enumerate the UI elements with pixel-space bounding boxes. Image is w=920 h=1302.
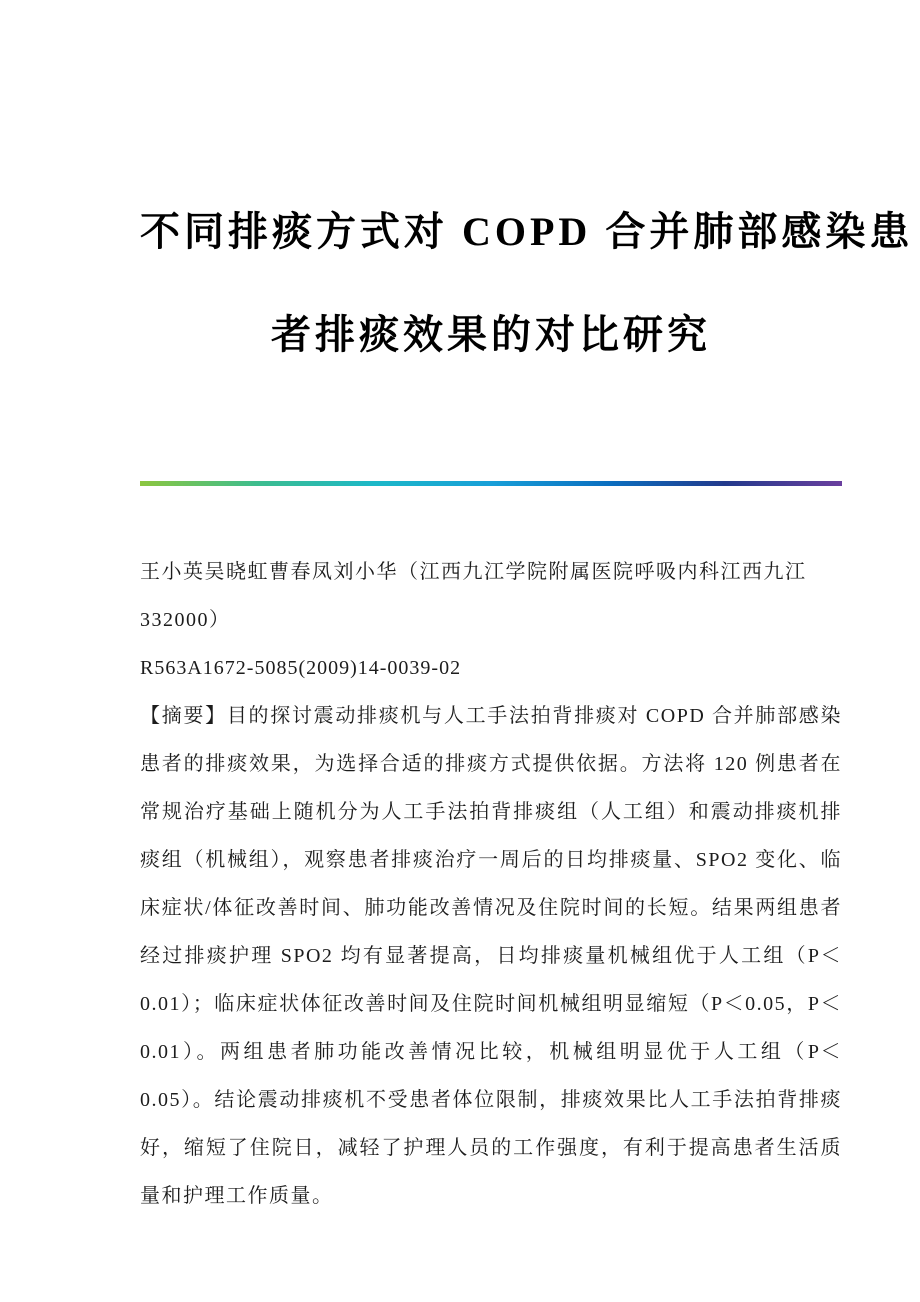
- document-content: [140, 0, 914, 1220]
- article-number: R563A1672-5085(2009)14-0039-02: [140, 657, 462, 679]
- authors-affiliation-line-2: 332000）: [140, 609, 231, 631]
- authors-affiliation-line-1: 王小英吴晓虹曹春凤刘小华（江西九江学院附属医院呼吸内科江西九江: [140, 561, 807, 583]
- paper-title-line-1: 不同排痰方式对 COPD 合并肺部感染患: [140, 209, 914, 254]
- document-body: [140, 548, 842, 1220]
- abstract-text: 目的探讨震动排痰机与人工手法拍背排痰对 COPD 合并肺部感染患者的排痰效果，为选择合适的排痰方式提供依据。方法将 120 例患者在常规治疗基础上随机分为人工手法拍背排痰组（人工组）和震动排痰机排痰组（机械组），观察患者排痰治疗一周后的日均排痰量、SPO2 变化、临床症状/体征改善时间、肺功能改善情况及住院时间的长短。结果两组患者经过排痰护理 SPO2 均有显著提高，日均排痰量机械组优于人工组（P＜0.01）；临床症状体征改善时间及住院时间机械组明显缩短（P＜0.05，P＜0.01）。两组患者肺功能改善情况比较，机械组明显优于人工组（P＜0.05）。结论震动排痰机不受患者体位限制，排痰效果比人工手法拍背排痰好，缩短了住院日，减轻了护理人员的工作强度，有利于提高患者生活质量和护理工作质量。: [140, 705, 842, 1207]
- abstract-label: 【摘要】: [140, 705, 227, 727]
- paper-title-line-2: 者排痰效果的对比研究: [271, 312, 711, 357]
- paper-title: [140, 180, 914, 386]
- abstract-paragraph: [140, 692, 842, 1220]
- authors-affiliation: [140, 548, 842, 644]
- gradient-divider: [140, 481, 842, 486]
